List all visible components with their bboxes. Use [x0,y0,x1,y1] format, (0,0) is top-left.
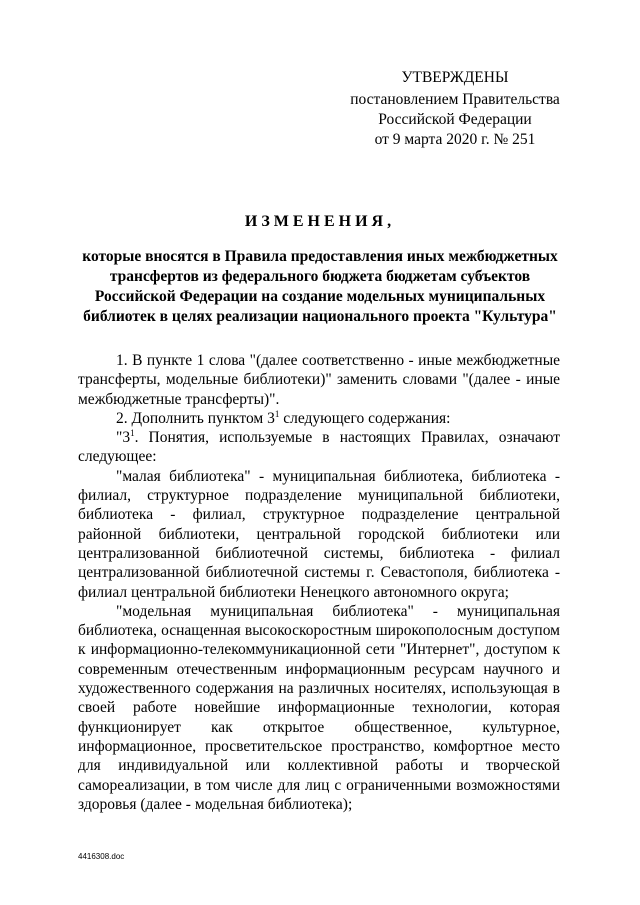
file-reference: 4416308.doc [78,852,125,861]
approval-block [330,68,580,150]
paragraph-item-3-text-a: "3 [116,429,131,447]
superscript-2: 1 [130,428,135,439]
approval-line-2: Российской Федерации [378,111,532,128]
document-body [78,351,560,814]
subtitle-line-3: Российской Федерации на создание модельных муниципальных [94,288,546,305]
paragraph-item-3 [78,428,560,467]
paragraph-item-2 [78,409,560,428]
subtitle-line-1: которые вносятся в Правила предоставления иных межбюджетных [82,248,558,265]
paragraph-item-3-text-b: . Понятия, используемые в настоящих Правилах, означают следующее: [78,429,560,466]
document-title: ИЗМЕНЕНИЯ, [244,213,396,230]
paragraph-item-2-text-a: 2. Дополнить пунктом 3 [116,409,275,427]
subtitle-line-2: трансфертов из федерального бюджета бюджетам субъектов [109,268,531,285]
paragraph-model-library: "модельная муниципальная библиотека" - муниципальная библиотека, оснащенная высокоскоростным широкополосным доступом к информационно-телекоммуникационной сети "Интернет", доступом к современным отечественным информационным ресурсам научного и художественного содержания на различных носителях, использующая в своей работе новейшие информационные технологии, которая функционирует как открытое общественное, культурное, информационное, просветительское пространство, комфортное место для индивидуальной или коллективной работы и творческой самореализации, в том числе для лиц с ограниченными возможностями здоровья (далее - модельная библиотека); [78,602,560,813]
approval-line-1: постановлением Правительства [350,91,560,108]
superscript-1: 1 [274,408,280,419]
paragraph-item-1: 1. В пункте 1 слова "(далее соответственно - иные межбюджетные трансферты, модельные библиотеки)" заменить словами "(далее - иные межбюджетные трансферты)". [78,352,560,408]
document-subtitle [50,247,590,327]
paragraph-small-library: "малая библиотека" - муниципальная библиотека, библиотека - филиал, структурное подразделение муниципальной библиотеки, библиотека - филиал, структурное подразделение центральной районной библиотеки, центральной городской библиотеки или централизованной библиотечной системы, библиотека - филиал централизованной библиотечной системы г. Севастополя, библиотека - филиал центральной библиотеки Ненецкого автономного округа; [78,467,560,601]
paragraph-item-2-text-b: следующего содержания: [279,409,451,427]
subtitle-line-4: библиотек в целях реализации национального проекта "Культура" [83,308,557,325]
approval-line-3: от 9 марта 2020 г. № 251 [374,131,536,148]
approval-stamp: УТВЕРЖДЕНЫ [401,69,509,86]
